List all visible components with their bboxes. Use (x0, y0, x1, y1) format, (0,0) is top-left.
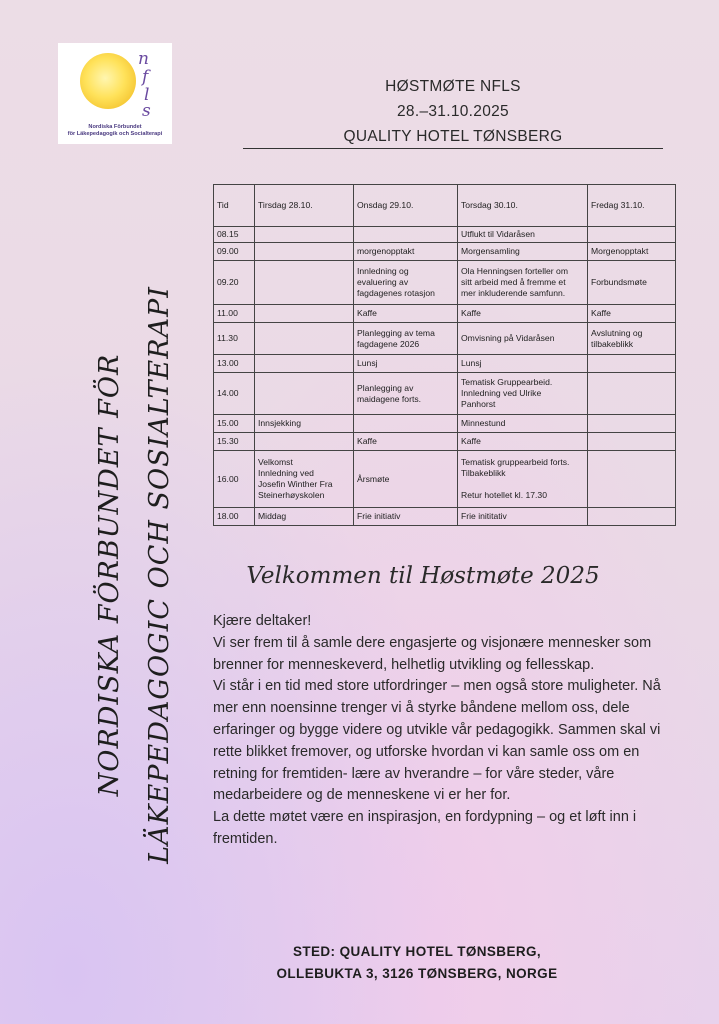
cell-wednesday: morgenopptakt (354, 243, 458, 261)
cell-thursday: Ola Henningsen forteller om sitt arbeid med å fremme et mer inkluderende samfunn. (458, 261, 588, 305)
cell-friday (588, 415, 676, 433)
schedule-row (214, 261, 676, 305)
sun-logo-icon (80, 53, 136, 109)
cell-tuesday (255, 323, 354, 355)
cell-friday (588, 433, 676, 451)
cell-tuesday: Velkomst Innledning ved Josefin Winther Fra Steinerhøyskolen (255, 451, 354, 508)
nfls-logo (58, 43, 172, 144)
cell-tuesday: Middag (255, 508, 354, 526)
header-cell-thursday: Torsdag 30.10. (458, 185, 588, 227)
welcome-title: Velkommen til Høstmøte 2025 (246, 563, 600, 589)
cell-tuesday: Innsjekking (255, 415, 354, 433)
cell-wednesday: Frie initiativ (354, 508, 458, 526)
cell-friday: Forbundsmøte (588, 261, 676, 305)
event-title: HØSTMØTE NFLS (385, 78, 521, 95)
cell-wednesday: Planlegging av maidagene forts. (354, 373, 458, 415)
cell-friday: Avslutning og tilbakeblikk (588, 323, 676, 355)
schedule-row (214, 373, 676, 415)
cell-friday (588, 373, 676, 415)
cell-time: 09.20 (214, 261, 255, 305)
logo-letter-n: n (138, 49, 149, 69)
cell-time: 09.00 (214, 243, 255, 261)
header-cell-time: Tid (214, 185, 255, 227)
letter-paragraph: Vi ser frem til å samle dere engasjerte og visjonære mennesker som brenner for menneskeverd, helhetlig utvikling og fellesskap. (213, 634, 652, 673)
cell-thursday: Kaffe (458, 305, 588, 323)
cell-tuesday (255, 261, 354, 305)
cell-wednesday: Innledning og evaluering av fagdagenes rotasjon (354, 261, 458, 305)
schedule-row (214, 305, 676, 323)
side-title-line1: NORDISKA FÖRBUNDET FÖR (94, 353, 125, 797)
cell-time: 15.30 (214, 433, 255, 451)
schedule-row (214, 243, 676, 261)
cell-tuesday (255, 305, 354, 323)
schedule-table (213, 184, 676, 526)
cell-wednesday: Kaffe (354, 433, 458, 451)
cell-time: 08.15 (214, 227, 255, 243)
cell-tuesday (255, 227, 354, 243)
cell-thursday: Morgensamling (458, 243, 588, 261)
schedule-row (214, 227, 676, 243)
cell-friday: Morgenopptakt (588, 243, 676, 261)
cell-thursday: Tematisk gruppearbeid forts. Tilbakeblikk Retur hotellet kl. 17.30 (458, 451, 588, 508)
schedule-row (214, 433, 676, 451)
header-cell-friday: Fredag 31.10. (588, 185, 676, 227)
cell-time: 11.00 (214, 305, 255, 323)
logo-caption-line1: Nordiska Förbundet (88, 124, 142, 130)
logo-letter-f: f (142, 67, 149, 87)
cell-thursday: Frie inititativ (458, 508, 588, 526)
logo-letter-s: s (142, 101, 151, 121)
cell-thursday: Utflukt til Vidaråsen (458, 227, 588, 243)
letter-paragraph: La dette møtet være en inspirasjon, en fordypning – og et løft inn i fremtiden. (213, 809, 637, 847)
cell-time: 14.00 (214, 373, 255, 415)
event-heading (243, 74, 663, 149)
address-line1: STED: QUALITY HOTEL TØNSBERG, (292, 944, 542, 959)
logo-caption-line2: för Läkepedagogik och Socialterapi (67, 131, 163, 137)
venue-address (232, 941, 602, 984)
cell-friday (588, 451, 676, 508)
side-title (85, 265, 195, 885)
cell-thursday: Kaffe (458, 433, 588, 451)
cell-tuesday (255, 433, 354, 451)
cell-thursday: Lunsj (458, 355, 588, 373)
welcome-letter (213, 611, 675, 851)
cell-time: 18.00 (214, 508, 255, 526)
schedule-header-row (214, 185, 676, 227)
schedule-row (214, 355, 676, 373)
schedule-row (214, 451, 676, 508)
cell-thursday: Minnestund (458, 415, 588, 433)
cell-time: 16.00 (214, 451, 255, 508)
cell-wednesday: Lunsj (354, 355, 458, 373)
cell-friday (588, 508, 676, 526)
cell-wednesday (354, 415, 458, 433)
cell-time: 11.30 (214, 323, 255, 355)
cell-tuesday (255, 243, 354, 261)
cell-thursday: Omvisning på Vidaråsen (458, 323, 588, 355)
heading-divider (243, 148, 663, 149)
cell-friday (588, 227, 676, 243)
cell-friday: Kaffe (588, 305, 676, 323)
cell-wednesday (354, 227, 458, 243)
cell-wednesday: Planlegging av tema fagdagene 2026 (354, 323, 458, 355)
header-cell-tuesday: Tirsdag 28.10. (255, 185, 354, 227)
cell-wednesday: Årsmøte (354, 451, 458, 508)
cell-tuesday (255, 355, 354, 373)
cell-time: 13.00 (214, 355, 255, 373)
cell-time: 15.00 (214, 415, 255, 433)
cell-friday (588, 355, 676, 373)
letter-paragraph: Vi står i en tid med store utfordringer – men også store muligheter. Nå mer enn noensinne trenger vi å styrke båndene mellom oss, dele erfaringer og bygge videre og utvikle vår pedagogikk. Sammen skal vi rette blikket fremover, og utforske hvordan vi kan samle oss om en retning for fremtiden- lære av hverandre – for våre steder, våre medarbeidere og de menneskene vi er her for. (213, 678, 661, 804)
logo-letter-l: l (144, 85, 150, 105)
address-line2: OLLEBUKTA 3, 3126 TØNSBERG, NORGE (276, 965, 558, 981)
cell-thursday: Tematisk Gruppearbeid. Innledning ved Ulrike Panhorst (458, 373, 588, 415)
cell-tuesday (255, 373, 354, 415)
schedule-row (214, 415, 676, 433)
event-venue: QUALITY HOTEL TØNSBERG (343, 128, 563, 145)
schedule-row (214, 323, 676, 355)
header-cell-wednesday: Onsdag 29.10. (354, 185, 458, 227)
schedule-row (214, 508, 676, 526)
event-dates: 28.–31.10.2025 (397, 103, 509, 120)
letter-paragraph: Kjære deltaker! (213, 613, 312, 629)
cell-wednesday: Kaffe (354, 305, 458, 323)
side-title-line2: LÄKEPEDAGOGIC OCH SOSIALTERAPI (144, 286, 175, 864)
logo-caption (62, 124, 168, 138)
